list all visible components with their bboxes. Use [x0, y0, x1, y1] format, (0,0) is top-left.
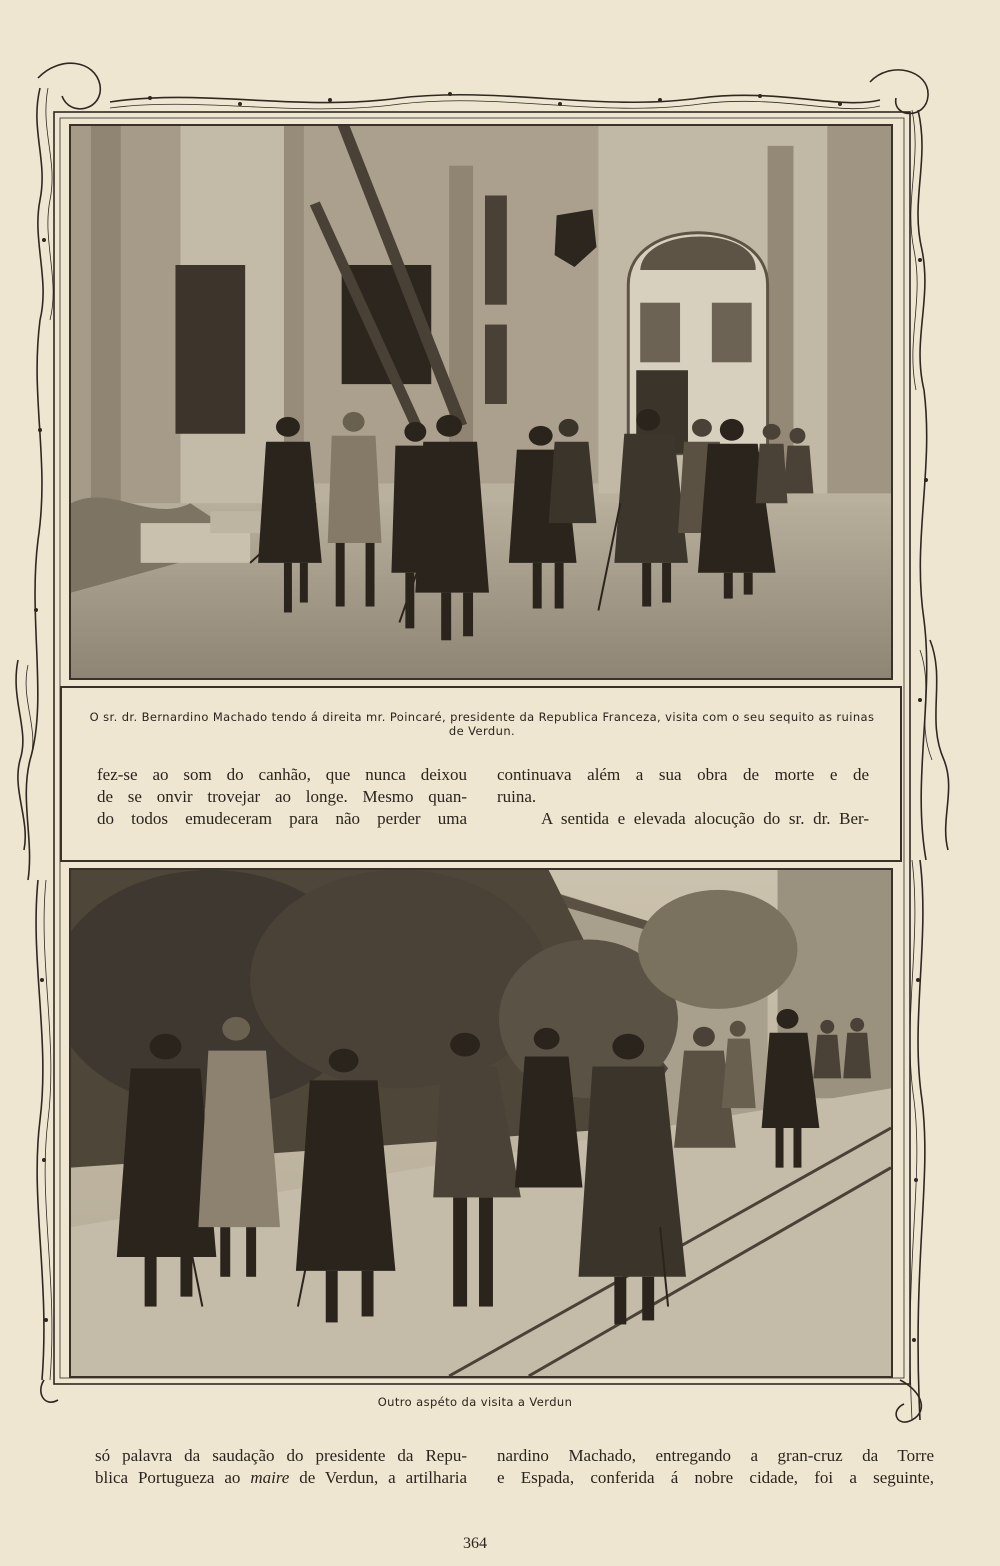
text-emphasis: maire: [250, 1468, 290, 1487]
text-fragment: de Verdun, a artilharia: [289, 1468, 467, 1487]
photo-caption-bottom: Outro aspéto da visita a Verdun: [377, 1395, 573, 1409]
text-line: A sentida e elevada alocução do sr. dr. Ber-: [541, 809, 869, 828]
text-column-bottom-left: [95, 1445, 467, 1489]
text-line: de se onvir trovejar ao longe. Mesmo quan-: [97, 787, 467, 806]
text-fragment: blica Portugueza ao: [95, 1468, 251, 1487]
page-number: 364: [463, 1535, 487, 1552]
photo-ruins-of-verdun: [69, 124, 893, 680]
text-line: continuava além a sua obra de morte e de: [497, 765, 869, 784]
text-line: só palavra da saudação do presidente da Repu-: [95, 1446, 467, 1465]
text-line: do todos emudeceram para não perder uma: [97, 809, 467, 828]
text-line: nardino Machado, entregando a gran-cruz da Torre: [497, 1446, 934, 1465]
text-line: fez-se ao som do canhão, que nunca deixou: [97, 765, 467, 784]
photo-caption-top: O sr. dr. Bernardino Machado tendo á direita mr. Poincaré, presidente da Republica Franceza, visita com o seu sequito as ruinas de Verdun.: [89, 710, 875, 738]
text-column-middle-right: [497, 764, 869, 830]
text-line: ruina.: [497, 787, 537, 806]
photo-visit-verdun: [69, 868, 893, 1378]
text-column-bottom-right: [497, 1445, 934, 1489]
text-line: [95, 1467, 467, 1489]
text-line: e Espada, conferida á nobre cidade, foi a seguinte,: [497, 1468, 934, 1487]
text-column-middle-left: [97, 764, 467, 830]
